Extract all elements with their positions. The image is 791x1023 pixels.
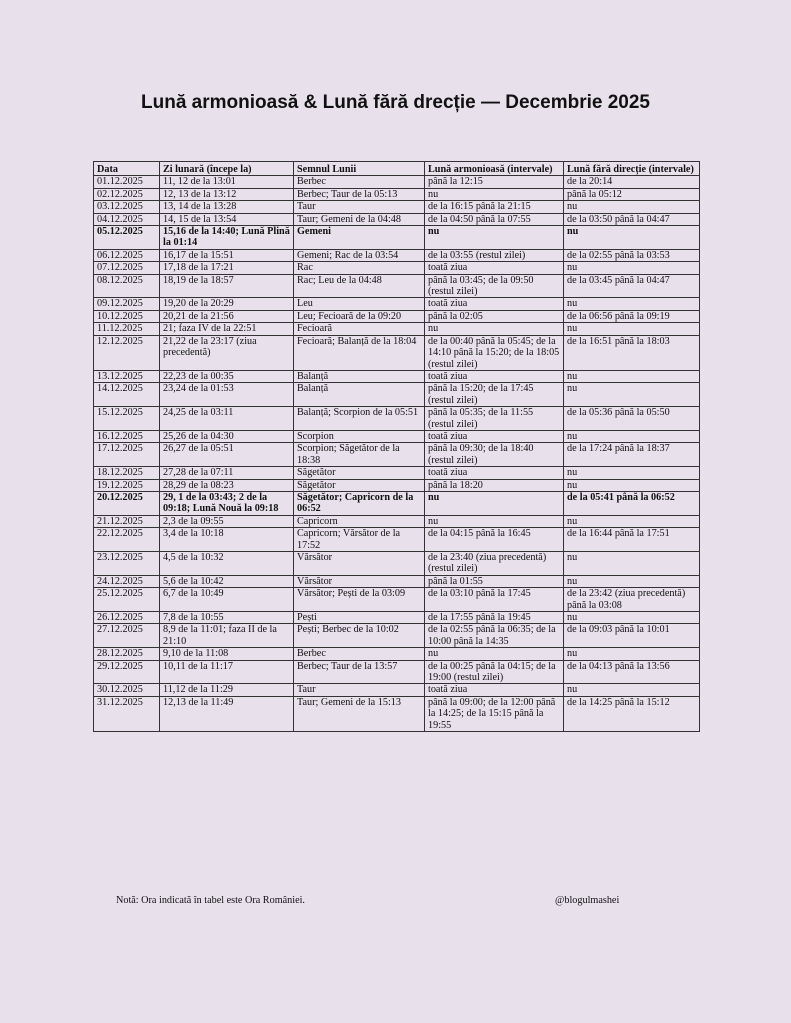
cell-void-moon: nu bbox=[564, 383, 700, 407]
cell-lunar-day: 11,12 de la 11:29 bbox=[160, 684, 294, 696]
cell-harmonious-moon: de la 04:15 până la 16:45 bbox=[425, 528, 564, 552]
cell-harmonious-moon: nu bbox=[425, 491, 564, 515]
cell-date: 17.12.2025 bbox=[94, 443, 160, 467]
cell-moon-sign: Taur; Gemeni de la 04:48 bbox=[294, 213, 425, 225]
cell-lunar-day: 18,19 de la 18:57 bbox=[160, 274, 294, 298]
table-row bbox=[94, 575, 700, 587]
table-row bbox=[94, 335, 700, 370]
table-row bbox=[94, 249, 700, 261]
cell-lunar-day: 15,16 de la 14:40; Lună Plină la 01:14 bbox=[160, 226, 294, 250]
cell-date: 29.12.2025 bbox=[94, 660, 160, 684]
table-row bbox=[94, 407, 700, 431]
cell-lunar-day: 13, 14 de la 13:28 bbox=[160, 201, 294, 213]
table-row bbox=[94, 467, 700, 479]
cell-moon-sign: Săgetător; Capricorn de la 06:52 bbox=[294, 491, 425, 515]
cell-date: 31.12.2025 bbox=[94, 696, 160, 731]
cell-moon-sign: Taur bbox=[294, 201, 425, 213]
cell-moon-sign: Fecioară; Balanță de la 18:04 bbox=[294, 335, 425, 370]
cell-void-moon: de la 05:41 până la 06:52 bbox=[564, 491, 700, 515]
footer-note: Notă: Ora indicată în tabel este Ora României. bbox=[116, 895, 305, 906]
cell-date: 08.12.2025 bbox=[94, 274, 160, 298]
cell-void-moon: până la 05:12 bbox=[564, 188, 700, 200]
header-harmonious-moon: Lună armonioasă (intervale) bbox=[425, 162, 564, 176]
cell-void-moon: nu bbox=[564, 684, 700, 696]
table-row bbox=[94, 588, 700, 612]
table-row bbox=[94, 226, 700, 250]
cell-date: 19.12.2025 bbox=[94, 479, 160, 491]
header-date: Data bbox=[94, 162, 160, 176]
cell-harmonious-moon: până la 09:30; de la 18:40 (restul zilei) bbox=[425, 443, 564, 467]
cell-void-moon: nu bbox=[564, 201, 700, 213]
cell-harmonious-moon: toată ziua bbox=[425, 262, 564, 274]
cell-harmonious-moon: toată ziua bbox=[425, 684, 564, 696]
table-row bbox=[94, 323, 700, 335]
cell-harmonious-moon: de la 23:40 (ziua precedentă) (restul zilei) bbox=[425, 552, 564, 576]
cell-lunar-day: 5,6 de la 10:42 bbox=[160, 575, 294, 587]
cell-lunar-day: 8,9 de la 11:01; faza II de la 21:10 bbox=[160, 624, 294, 648]
cell-lunar-day: 21; faza IV de la 22:51 bbox=[160, 323, 294, 335]
cell-moon-sign: Berbec bbox=[294, 648, 425, 660]
cell-lunar-day: 4,5 de la 10:32 bbox=[160, 552, 294, 576]
cell-harmonious-moon: până la 03:45; de la 09:50 (restul zilei) bbox=[425, 274, 564, 298]
cell-date: 28.12.2025 bbox=[94, 648, 160, 660]
cell-moon-sign: Taur; Gemeni de la 15:13 bbox=[294, 696, 425, 731]
cell-date: 24.12.2025 bbox=[94, 575, 160, 587]
cell-lunar-day: 11, 12 de la 13:01 bbox=[160, 176, 294, 188]
cell-harmonious-moon: nu bbox=[425, 226, 564, 250]
table-row bbox=[94, 430, 700, 442]
cell-void-moon: nu bbox=[564, 552, 700, 576]
cell-harmonious-moon: de la 03:10 până la 17:45 bbox=[425, 588, 564, 612]
cell-date: 30.12.2025 bbox=[94, 684, 160, 696]
cell-harmonious-moon: toată ziua bbox=[425, 370, 564, 382]
cell-moon-sign: Fecioară bbox=[294, 323, 425, 335]
cell-moon-sign: Balanță bbox=[294, 383, 425, 407]
cell-harmonious-moon: până la 05:35; de la 11:55 (restul zilei) bbox=[425, 407, 564, 431]
cell-date: 22.12.2025 bbox=[94, 528, 160, 552]
table-row bbox=[94, 479, 700, 491]
cell-void-moon: nu bbox=[564, 370, 700, 382]
table-row bbox=[94, 684, 700, 696]
cell-date: 01.12.2025 bbox=[94, 176, 160, 188]
cell-harmonious-moon: toată ziua bbox=[425, 298, 564, 310]
table-row bbox=[94, 176, 700, 188]
cell-moon-sign: Balanță bbox=[294, 370, 425, 382]
cell-lunar-day: 19,20 de la 20:29 bbox=[160, 298, 294, 310]
table-row bbox=[94, 528, 700, 552]
cell-lunar-day: 17,18 de la 17:21 bbox=[160, 262, 294, 274]
cell-void-moon: de la 17:24 până la 18:37 bbox=[564, 443, 700, 467]
cell-void-moon: nu bbox=[564, 648, 700, 660]
table-row bbox=[94, 370, 700, 382]
cell-moon-sign: Vărsător bbox=[294, 552, 425, 576]
cell-moon-sign: Berbec; Taur de la 13:57 bbox=[294, 660, 425, 684]
cell-void-moon: de la 03:45 până la 04:47 bbox=[564, 274, 700, 298]
cell-moon-sign: Berbec; Taur de la 05:13 bbox=[294, 188, 425, 200]
cell-moon-sign: Săgetător bbox=[294, 467, 425, 479]
cell-lunar-day: 20,21 de la 21:56 bbox=[160, 310, 294, 322]
cell-date: 26.12.2025 bbox=[94, 612, 160, 624]
cell-void-moon: de la 09:03 până la 10:01 bbox=[564, 624, 700, 648]
cell-lunar-day: 9,10 de la 11:08 bbox=[160, 648, 294, 660]
cell-lunar-day: 16,17 de la 15:51 bbox=[160, 249, 294, 261]
cell-void-moon: de la 06:56 până la 09:19 bbox=[564, 310, 700, 322]
table-header-row bbox=[94, 162, 700, 176]
cell-moon-sign: Gemeni bbox=[294, 226, 425, 250]
header-lunar-day: Zi lunară (începe la) bbox=[160, 162, 294, 176]
cell-harmonious-moon: nu bbox=[425, 648, 564, 660]
table-row bbox=[94, 262, 700, 274]
cell-void-moon: nu bbox=[564, 515, 700, 527]
table-row bbox=[94, 274, 700, 298]
footer-handle: @blogulmashei bbox=[555, 895, 620, 906]
table-row bbox=[94, 552, 700, 576]
cell-lunar-day: 2,3 de la 09:55 bbox=[160, 515, 294, 527]
cell-date: 13.12.2025 bbox=[94, 370, 160, 382]
cell-date: 27.12.2025 bbox=[94, 624, 160, 648]
cell-moon-sign: Capricorn bbox=[294, 515, 425, 527]
cell-lunar-day: 12, 13 de la 13:12 bbox=[160, 188, 294, 200]
cell-date: 10.12.2025 bbox=[94, 310, 160, 322]
table-row bbox=[94, 624, 700, 648]
cell-harmonious-moon: până la 01:55 bbox=[425, 575, 564, 587]
cell-void-moon: nu bbox=[564, 430, 700, 442]
table-row bbox=[94, 515, 700, 527]
cell-harmonious-moon: până la 15:20; de la 17:45 (restul zilei) bbox=[425, 383, 564, 407]
cell-void-moon: de la 23:42 (ziua precedentă) până la 03:08 bbox=[564, 588, 700, 612]
cell-moon-sign: Rac bbox=[294, 262, 425, 274]
table-row bbox=[94, 188, 700, 200]
cell-date: 23.12.2025 bbox=[94, 552, 160, 576]
cell-lunar-day: 6,7 de la 10:49 bbox=[160, 588, 294, 612]
cell-harmonious-moon: toată ziua bbox=[425, 430, 564, 442]
cell-void-moon: nu bbox=[564, 262, 700, 274]
cell-date: 25.12.2025 bbox=[94, 588, 160, 612]
cell-lunar-day: 25,26 de la 04:30 bbox=[160, 430, 294, 442]
cell-harmonious-moon: nu bbox=[425, 323, 564, 335]
cell-moon-sign: Taur bbox=[294, 684, 425, 696]
cell-void-moon: de la 05:36 până la 05:50 bbox=[564, 407, 700, 431]
cell-harmonious-moon: de la 04:50 până la 07:55 bbox=[425, 213, 564, 225]
cell-lunar-day: 24,25 de la 03:11 bbox=[160, 407, 294, 431]
lunar-table bbox=[93, 161, 700, 732]
cell-moon-sign: Leu bbox=[294, 298, 425, 310]
cell-date: 05.12.2025 bbox=[94, 226, 160, 250]
cell-harmonious-moon: de la 16:15 până la 21:15 bbox=[425, 201, 564, 213]
cell-lunar-day: 23,24 de la 01:53 bbox=[160, 383, 294, 407]
table-body bbox=[94, 176, 700, 732]
cell-lunar-day: 12,13 de la 11:49 bbox=[160, 696, 294, 731]
cell-harmonious-moon: până la 12:15 bbox=[425, 176, 564, 188]
cell-harmonious-moon: de la 02:55 până la 06:35; de la 10:00 până la 14:35 bbox=[425, 624, 564, 648]
cell-moon-sign: Pești bbox=[294, 612, 425, 624]
cell-void-moon: nu bbox=[564, 467, 700, 479]
cell-moon-sign: Gemeni; Rac de la 03:54 bbox=[294, 249, 425, 261]
cell-lunar-day: 22,23 de la 00:35 bbox=[160, 370, 294, 382]
page-title: Lună armonioasă & Lună fără drecție — Decembrie 2025 bbox=[141, 92, 650, 113]
cell-date: 20.12.2025 bbox=[94, 491, 160, 515]
table-row bbox=[94, 612, 700, 624]
cell-moon-sign: Berbec bbox=[294, 176, 425, 188]
cell-void-moon: nu bbox=[564, 575, 700, 587]
table-row bbox=[94, 298, 700, 310]
cell-date: 02.12.2025 bbox=[94, 188, 160, 200]
cell-date: 15.12.2025 bbox=[94, 407, 160, 431]
cell-harmonious-moon: nu bbox=[425, 188, 564, 200]
cell-moon-sign: Scorpion; Săgetător de la 18:38 bbox=[294, 443, 425, 467]
cell-lunar-day: 14, 15 de la 13:54 bbox=[160, 213, 294, 225]
table-row bbox=[94, 696, 700, 731]
cell-lunar-day: 26,27 de la 05:51 bbox=[160, 443, 294, 467]
cell-lunar-day: 10,11 de la 11:17 bbox=[160, 660, 294, 684]
cell-harmonious-moon: până la 18:20 bbox=[425, 479, 564, 491]
header-moon-sign: Semnul Lunii bbox=[294, 162, 425, 176]
cell-date: 21.12.2025 bbox=[94, 515, 160, 527]
cell-void-moon: de la 16:44 până la 17:51 bbox=[564, 528, 700, 552]
cell-lunar-day: 29, 1 de la 03:43; 2 de la 09:18; Lună Nouă la 09:18 bbox=[160, 491, 294, 515]
cell-moon-sign: Vărsător bbox=[294, 575, 425, 587]
cell-void-moon: de la 03:50 până la 04:47 bbox=[564, 213, 700, 225]
table-row bbox=[94, 310, 700, 322]
cell-harmonious-moon: toată ziua bbox=[425, 467, 564, 479]
cell-void-moon: de la 20:14 bbox=[564, 176, 700, 188]
cell-void-moon: nu bbox=[564, 612, 700, 624]
cell-moon-sign: Balanță; Scorpion de la 05:51 bbox=[294, 407, 425, 431]
cell-lunar-day: 28,29 de la 08:23 bbox=[160, 479, 294, 491]
cell-harmonious-moon: până la 02:05 bbox=[425, 310, 564, 322]
cell-moon-sign: Vărsător; Pești de la 03:09 bbox=[294, 588, 425, 612]
cell-date: 14.12.2025 bbox=[94, 383, 160, 407]
cell-void-moon: de la 14:25 până la 15:12 bbox=[564, 696, 700, 731]
table-row bbox=[94, 648, 700, 660]
cell-harmonious-moon: până la 09:00; de la 12:00 până la 14:25; de la 15:15 până la 19:55 bbox=[425, 696, 564, 731]
cell-void-moon: nu bbox=[564, 226, 700, 250]
cell-date: 06.12.2025 bbox=[94, 249, 160, 261]
cell-void-moon: nu bbox=[564, 323, 700, 335]
header-void-moon: Lună fără direcție (intervale) bbox=[564, 162, 700, 176]
cell-lunar-day: 27,28 de la 07:11 bbox=[160, 467, 294, 479]
cell-date: 16.12.2025 bbox=[94, 430, 160, 442]
cell-moon-sign: Pești; Berbec de la 10:02 bbox=[294, 624, 425, 648]
cell-lunar-day: 3,4 de la 10:18 bbox=[160, 528, 294, 552]
table-row bbox=[94, 213, 700, 225]
cell-moon-sign: Rac; Leu de la 04:48 bbox=[294, 274, 425, 298]
cell-void-moon: de la 04:13 până la 13:56 bbox=[564, 660, 700, 684]
cell-lunar-day: 21,22 de la 23:17 (ziua precedentă) bbox=[160, 335, 294, 370]
cell-moon-sign: Scorpion bbox=[294, 430, 425, 442]
cell-void-moon: nu bbox=[564, 298, 700, 310]
cell-harmonious-moon: de la 00:25 până la 04:15; de la 19:00 (restul zilei) bbox=[425, 660, 564, 684]
cell-harmonious-moon: nu bbox=[425, 515, 564, 527]
cell-date: 09.12.2025 bbox=[94, 298, 160, 310]
cell-void-moon: de la 02:55 până la 03:53 bbox=[564, 249, 700, 261]
table-row bbox=[94, 201, 700, 213]
table-row bbox=[94, 491, 700, 515]
table-row bbox=[94, 660, 700, 684]
cell-moon-sign: Capricorn; Vărsător de la 17:52 bbox=[294, 528, 425, 552]
cell-harmonious-moon: de la 17:55 până la 19:45 bbox=[425, 612, 564, 624]
table-row bbox=[94, 383, 700, 407]
cell-void-moon: de la 16:51 până la 18:03 bbox=[564, 335, 700, 370]
cell-date: 18.12.2025 bbox=[94, 467, 160, 479]
cell-harmonious-moon: de la 00:40 până la 05:45; de la 14:10 până la 15:20; de la 18:05 (restul zilei) bbox=[425, 335, 564, 370]
cell-date: 04.12.2025 bbox=[94, 213, 160, 225]
cell-date: 03.12.2025 bbox=[94, 201, 160, 213]
cell-date: 11.12.2025 bbox=[94, 323, 160, 335]
cell-harmonious-moon: de la 03:55 (restul zilei) bbox=[425, 249, 564, 261]
cell-lunar-day: 7,8 de la 10:55 bbox=[160, 612, 294, 624]
cell-moon-sign: Leu; Fecioară de la 09:20 bbox=[294, 310, 425, 322]
cell-void-moon: nu bbox=[564, 479, 700, 491]
cell-moon-sign: Săgetător bbox=[294, 479, 425, 491]
cell-date: 12.12.2025 bbox=[94, 335, 160, 370]
table-row bbox=[94, 443, 700, 467]
cell-date: 07.12.2025 bbox=[94, 262, 160, 274]
